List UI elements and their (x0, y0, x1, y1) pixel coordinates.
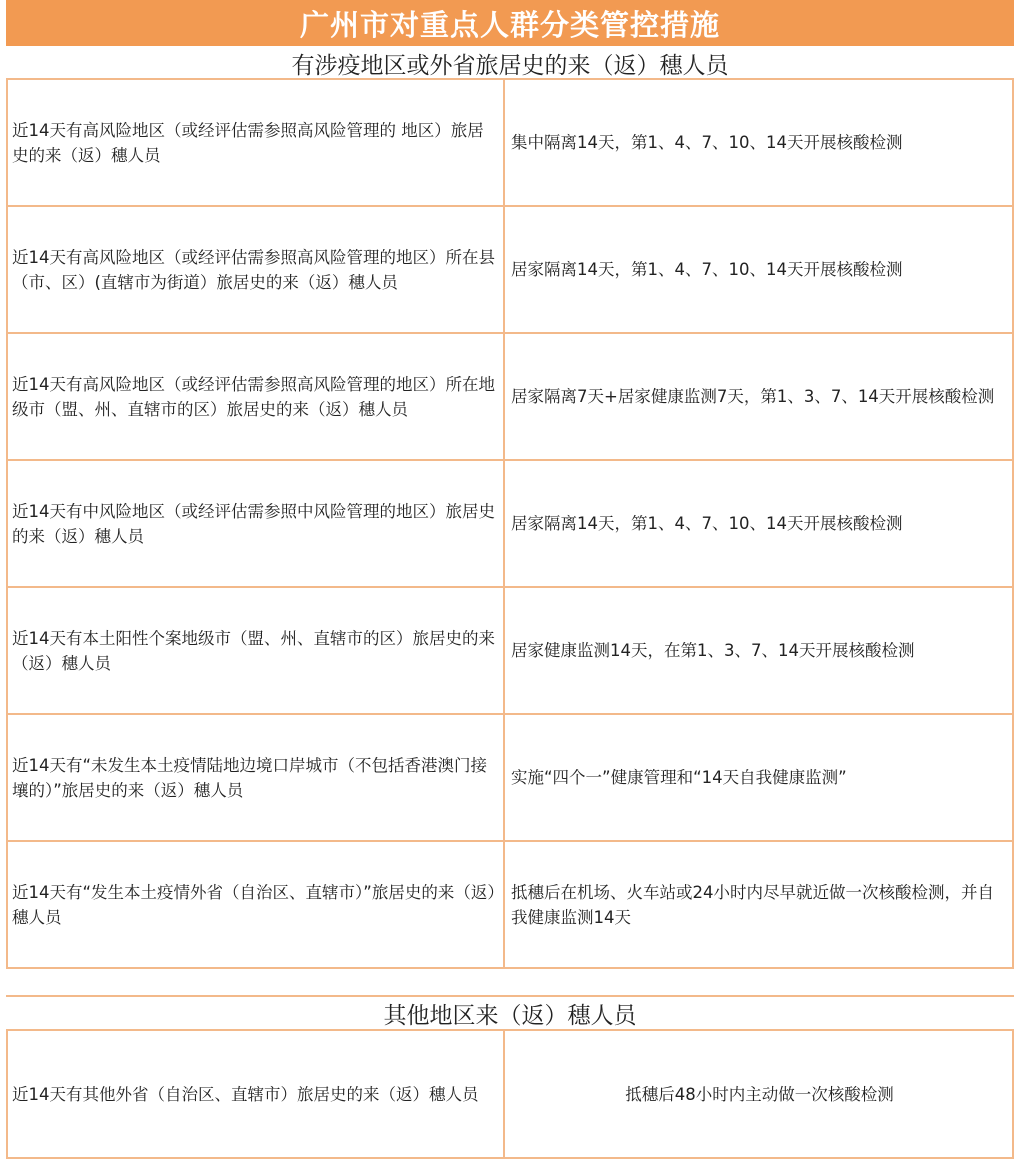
group-cell: 近14天有高风险地区（或经评估需参照高风险管理的地区）所在地级市（盟、州、直辖市的区）旅居史的来（返）穗人员 (8, 334, 505, 459)
page-title: 广州市对重点人群分类管控措施 (6, 0, 1014, 46)
measure-cell: 抵穗后48小时内主动做一次核酸检测 (625, 1084, 894, 1104)
group-cell: 近14天有“未发生本土疫情陆地边境口岸城市（不包括香港澳门接壤的）”旅居史的来（返）穗人员 (8, 715, 505, 840)
measure-cell: 实施“四个一”健康管理和“14天自我健康监测” (511, 768, 847, 787)
measure-cell: 抵穗后在机场、火车站或24小时内尽早就近做一次核酸检测，并自我健康监测14天 (511, 882, 994, 927)
table-row (8, 588, 1012, 715)
measure-cell: 居家隔离14天，第1、4、7、10、14天开展核酸检测 (511, 514, 903, 533)
table-row (8, 842, 1012, 969)
measure-cell: 居家隔离14天，第1、4、7、10、14天开展核酸检测 (511, 260, 903, 279)
group-cell: 近14天有高风险地区（或经评估需参照高风险管理的地区）所在县（市、区）(直辖市为街道）旅居史的来（返）穗人员 (8, 207, 505, 332)
table-row (8, 461, 1012, 588)
measure-cell: 集中隔离14天，第1、4、7、10、14天开展核酸检测 (511, 133, 903, 152)
table-row (8, 1031, 1012, 1159)
table-row (8, 715, 1012, 842)
measure-cell: 居家健康监测14天，在第1、3、7、14天开展核酸检测 (511, 641, 915, 660)
table-row (8, 80, 1012, 207)
group-cell: 近14天有本土阳性个案地级市（盟、州、直辖市的区）旅居史的来（返）穗人员 (8, 588, 505, 713)
section-header-other-regions: 其他地区来（返）穗人员 (6, 997, 1014, 1031)
table-row (8, 334, 1012, 461)
section-header-epidemic-travel: 有涉疫地区或外省旅居史的来（返）穗人员 (6, 48, 1014, 80)
group-cell: 近14天有高风险地区（或经评估需参照高风险管理的 地区）旅居史的来（返）穗人员 (8, 80, 505, 205)
measure-cell: 居家隔离7天+居家健康监测7天，第1、3、7、14天开展核酸检测 (511, 387, 995, 406)
measures-table-section1 (6, 80, 1014, 969)
group-cell: 近14天有“发生本土疫情外省（自治区、直辖市）”旅居史的来（返）穗人员 (8, 842, 505, 967)
measures-table-section2 (6, 1031, 1014, 1159)
table-row (8, 207, 1012, 334)
group-cell: 近14天有中风险地区（或经评估需参照中风险管理的地区）旅居史的来（返）穗人员 (8, 461, 505, 586)
group-cell: 近14天有其他外省（自治区、直辖市）旅居史的来（返）穗人员 (8, 1031, 505, 1157)
